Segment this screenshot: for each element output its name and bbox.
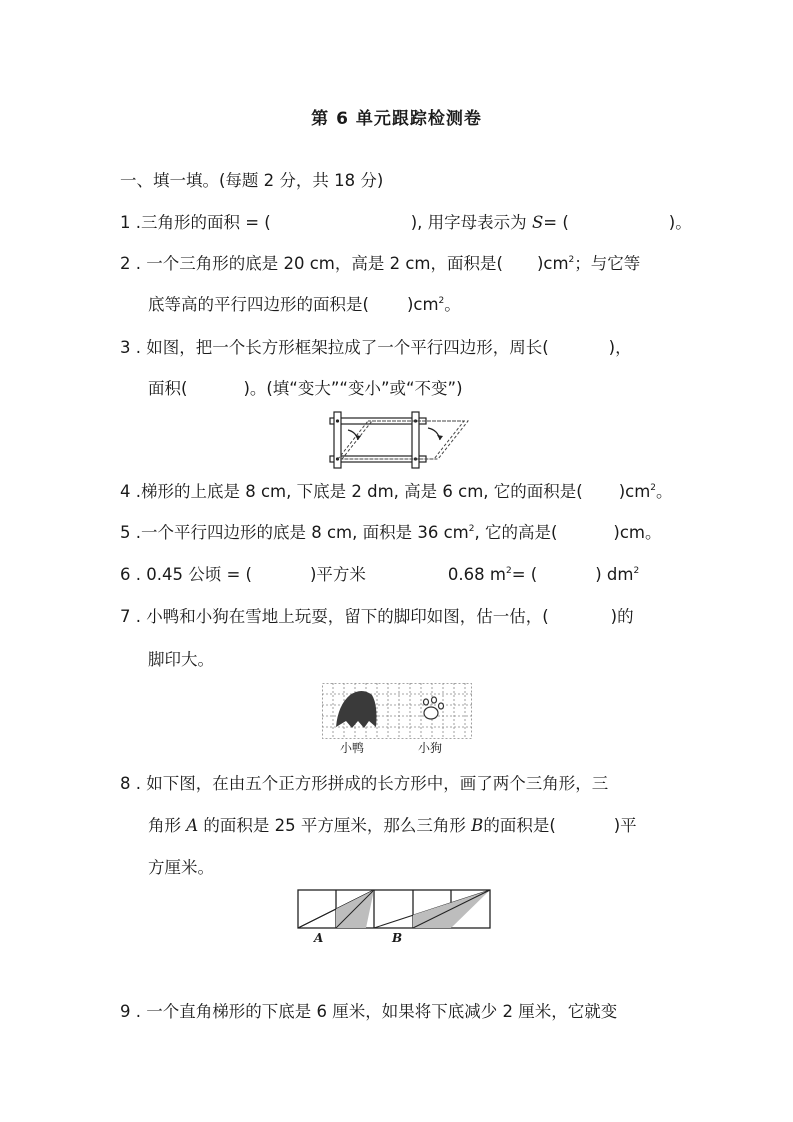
question-1 — [120, 212, 692, 234]
dog-label: 小狗 — [418, 741, 443, 755]
section-heading: 一、填一填。(每题 2 分，共 18 分) — [120, 171, 384, 190]
q5-text-a: 5 .一个平行四边形的底是 8 cm, 面积是 36 cm — [120, 523, 469, 542]
arrow-curve-right — [428, 428, 440, 440]
triangle-b — [374, 890, 490, 928]
q3-text-b: )， — [608, 338, 632, 357]
question-7 — [120, 606, 634, 628]
q5-text-c: )cm。 — [613, 523, 662, 542]
q5-text-b: , 它的高是( — [474, 523, 558, 542]
q2-text-c: ；与它等 — [574, 254, 641, 273]
q3-line2-text-b: )。(填“变大”“变小”或“不变”) — [243, 379, 463, 398]
footprint-grid-figure — [322, 683, 472, 739]
frame-figure — [328, 410, 476, 470]
q7-text-a: 7 . 小鸭和小狗在雪地上玩耍，留下的脚印如图，估一估，( — [120, 607, 549, 626]
label-b: B — [392, 931, 403, 945]
arrowhead-icon — [437, 435, 443, 440]
arrowhead-icon — [355, 435, 361, 440]
q2-line2-text-a: 底等高的平行四边形的面积是( — [148, 295, 369, 314]
q8-line2-text-a: 角形 — [148, 816, 181, 835]
parallelogram-outline — [338, 421, 464, 459]
q1-text-c: = ( — [543, 213, 569, 232]
question-3-line-2 — [148, 378, 463, 400]
q8-line2-text-b: 的面积是 25 平方厘米，那么三角形 — [203, 816, 466, 835]
bolt-dot — [336, 419, 339, 422]
duck-footprint-icon — [336, 691, 377, 728]
question-7-line-2: 脚印大。 — [148, 650, 214, 669]
q8-line2-text-d: )平 — [613, 816, 637, 835]
question-8: 8 . 如下图，在由五个正方形拼成的长方形中，画了两个三角形，三 — [120, 774, 609, 793]
q3-text-a: 3 . 如图，把一个长方形框架拉成了一个平行四边形，周长( — [120, 338, 549, 357]
q2-sup: 2 — [568, 255, 575, 265]
q1-text-a: 1 .三角形的面积 = ( — [120, 213, 271, 232]
question-8-line-3: 方厘米。 — [148, 858, 214, 877]
q2-line2-text-b: )cm — [406, 295, 439, 314]
frame-bars — [330, 412, 426, 468]
q6-text-e: ) dm — [595, 565, 634, 584]
q8-line2-text-c: 的面积是( — [483, 816, 556, 835]
q6-sup2: 2 — [633, 566, 640, 576]
q2-line2-sup: 2 — [438, 296, 445, 306]
q6-sup: 2 — [505, 566, 512, 576]
label-a: A — [314, 931, 324, 945]
q1-text-b: ), 用字母表示为 — [410, 213, 527, 232]
question-5 — [120, 522, 662, 544]
arrow-curve-left — [348, 430, 358, 440]
q4-sup: 2 — [650, 483, 657, 493]
q3-line2-text-a: 面积( — [148, 379, 188, 398]
q2-text-b: )cm — [536, 254, 569, 273]
q5-sup: 2 — [468, 524, 475, 534]
question-2 — [120, 253, 640, 275]
q1-symbol-s: S — [531, 213, 544, 232]
q4-text-c: 。 — [656, 482, 673, 501]
q6-text-d: = ( — [511, 565, 538, 584]
q8-symbol-a: A — [186, 816, 199, 835]
q6-text-c: 0.68 m — [447, 565, 506, 584]
duck-label: 小鸭 — [340, 741, 365, 755]
page-title: 第 6 单元跟踪检测卷 — [311, 109, 482, 129]
q7-text-b: )的 — [610, 607, 634, 626]
question-3 — [120, 337, 632, 359]
q6-text-a: 6 . 0.45 公顷 = ( — [120, 565, 252, 584]
dog-footprint-icon — [424, 697, 444, 719]
question-4 — [120, 481, 673, 503]
q4-text-b: )cm — [618, 482, 651, 501]
question-2-line-2 — [148, 294, 461, 316]
five-squares-figure — [297, 889, 493, 933]
q6-text-b: )平方米 — [309, 565, 366, 584]
q2-line2-text-c: 。 — [444, 295, 461, 314]
q4-text-a: 4 .梯形的上底是 8 cm, 下底是 2 dm, 高是 6 cm, 它的面积是( — [120, 482, 583, 501]
question-8-line-2 — [148, 815, 637, 837]
q8-symbol-b: B — [471, 816, 484, 835]
q1-text-d: )。 — [668, 213, 692, 232]
q2-text-a: 2 . 一个三角形的底是 20 cm，高是 2 cm，面积是( — [120, 254, 503, 273]
question-6 — [120, 564, 639, 586]
question-9: 9 . 一个直角梯形的下底是 6 厘米，如果将下底减少 2 厘米，它就变 — [120, 1002, 618, 1021]
